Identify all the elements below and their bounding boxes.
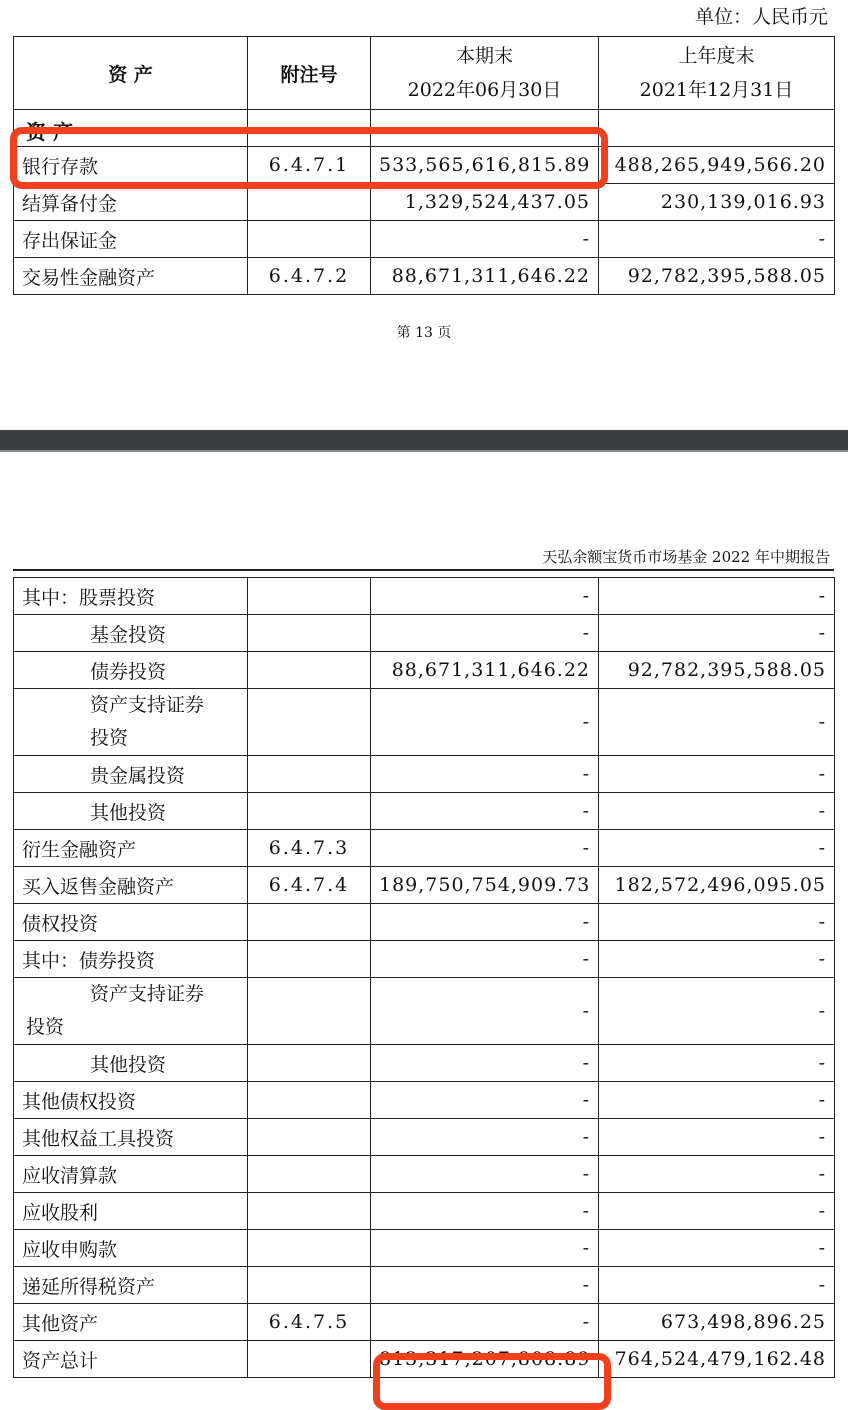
table-row [14,867,835,904]
row-current-value: - [371,1193,599,1230]
row-prior-value: - [599,221,835,258]
unit-label: 单位：人民币元 [694,6,828,28]
row-current-value: - [371,904,599,941]
row-label: 债券投资 [14,652,248,689]
row-current-value: - [371,941,599,978]
row-note-no [248,793,371,830]
table-row [14,978,835,1045]
row-prior-value: - [599,941,835,978]
table-row [14,1304,835,1341]
row-label: 其中：债券投资 [14,941,248,978]
row-current-value: - [371,1045,599,1082]
row-prior-value: - [599,1082,835,1119]
row-current-value: - [371,793,599,830]
row-note-no: 6.4.7.1 [248,147,371,184]
row-note-no [248,184,371,221]
row-label: 基金投资 [14,615,248,652]
row-note-no: 6.4.7.5 [248,1304,371,1341]
row-prior-value: 673,498,896.25 [599,1304,835,1341]
header-prior-date: 2021年12月31日 [639,79,794,101]
row-label-line2: 投资 [90,727,129,749]
row-label: 应收申购款 [14,1230,248,1267]
section-label: 资 产 [26,120,73,144]
row-current-value: - [371,689,599,756]
table-row [14,615,835,652]
row-note-no [248,1045,371,1082]
table-row [14,1193,835,1230]
running-header: 天弘余额宝货币市场基金 2022 年中期报告 [542,548,830,566]
row-note-no [248,652,371,689]
row-current-value: - [371,1304,599,1341]
table-row [14,184,835,221]
highlight-bank-deposit [10,127,608,189]
row-note-no [248,978,371,1045]
row-current-value: - [371,1156,599,1193]
row-label: 买入返售金融资产 [14,867,248,904]
row-note-no [248,1119,371,1156]
table-header-row [14,37,835,110]
row-prior-value: - [599,1156,835,1193]
row-note-no [248,1230,371,1267]
row-current-value: - [371,830,599,867]
page-divider-shadow [0,450,848,452]
row-prior-value: 182,572,496,095.05 [599,867,835,904]
row-note-no [248,1341,371,1378]
header-current-title: 本期末 [455,45,513,67]
table-row [14,941,835,978]
row-prior-value: 92,782,395,588.05 [599,652,835,689]
row-note-no [248,1267,371,1304]
row-label: 债权投资 [14,904,248,941]
page-divider [0,430,848,450]
table-row [14,258,835,295]
highlight-total-assets [373,1353,611,1410]
row-note-no: 6.4.7.2 [248,258,371,295]
row-prior-value: - [599,793,835,830]
row-current-value: - [371,1267,599,1304]
row-prior-value: - [599,904,835,941]
row-prior-value: - [599,615,835,652]
row-note-no: 6.4.7.3 [248,830,371,867]
header-assets: 资 产 [14,37,248,110]
row-note-no [248,689,371,756]
row-current-value: 189,750,754,909.73 [371,867,599,904]
row-label: 其中：股票投资 [14,578,248,615]
row-current-value: - [371,756,599,793]
table-row [14,1045,835,1082]
row-prior-value: - [599,756,835,793]
row-label: 资产总计 [14,1341,248,1378]
table-row [14,793,835,830]
row-note-no [248,1193,371,1230]
table-row [14,904,835,941]
row-prior-value: - [599,1267,835,1304]
table-row [14,578,835,615]
row-prior-value: 230,139,016.93 [599,184,835,221]
table-row [14,689,835,756]
row-prior-value: - [599,1193,835,1230]
header-prior-period [599,37,835,110]
row-current-value: 88,671,311,646.22 [371,652,599,689]
row-note-no [248,941,371,978]
header-current-period [371,37,599,110]
row-note-no [248,904,371,941]
row-label: 其他投资 [14,793,248,830]
row-prior-value: - [599,1045,835,1082]
row-note-no [248,1082,371,1119]
row-note-no [248,578,371,615]
row-current-value: - [371,1119,599,1156]
row-label-line1: 资产支持证券 [90,983,205,1005]
row-prior-value: - [599,1119,835,1156]
row-prior-value: 764,524,479,162.48 [599,1341,835,1378]
header-prior-title: 上年度末 [678,45,755,67]
row-current-value: - [371,1082,599,1119]
row-note-no [248,756,371,793]
row-note-no [248,221,371,258]
table-row [14,756,835,793]
row-current-value: 813,317,207,808.89 [371,1341,599,1378]
header-note-no: 附注号 [248,37,371,110]
row-current-value: - [371,221,599,258]
empty-cell [599,110,835,147]
row-label: 衍生金融资产 [14,830,248,867]
table-row [14,1267,835,1304]
header-current-date: 2022年06月30日 [407,79,562,101]
row-prior-value: - [599,978,835,1045]
row-label: 应收清算款 [14,1156,248,1193]
table-row [14,1230,835,1267]
row-label [14,689,248,756]
row-label: 银行存款 [14,147,248,184]
row-label: 递延所得税资产 [14,1267,248,1304]
table-row [14,1156,835,1193]
row-prior-value: 488,265,949,566.20 [599,147,835,184]
row-prior-value: - [599,578,835,615]
row-current-value: - [371,978,599,1045]
row-current-value: 533,565,616,815.89 [371,147,599,184]
row-label-line1: 资产支持证券 [90,694,205,716]
table-row [14,652,835,689]
row-label [14,978,248,1045]
row-label: 其他债权投资 [14,1082,248,1119]
table-row [14,221,835,258]
row-prior-value: 92,782,395,588.05 [599,258,835,295]
row-current-value: - [371,578,599,615]
row-note-no: 6.4.7.4 [248,867,371,904]
row-label-line2: 投资 [26,1016,65,1038]
table-row [14,1119,835,1156]
row-prior-value: - [599,830,835,867]
row-current-value: 88,671,311,646.22 [371,258,599,295]
row-current-value: - [371,1230,599,1267]
row-current-value: - [371,615,599,652]
row-label: 其他权益工具投资 [14,1119,248,1156]
row-prior-value: - [599,689,835,756]
row-current-value: 1,329,524,437.05 [371,184,599,221]
row-note-no [248,1156,371,1193]
row-label: 结算备付金 [14,184,248,221]
balance-sheet-table-page2 [13,577,835,1378]
row-note-no [248,615,371,652]
table-row [14,1082,835,1119]
row-label: 交易性金融资产 [14,258,248,295]
row-label: 应收股利 [14,1193,248,1230]
table-row [14,830,835,867]
row-label: 贵金属投资 [14,756,248,793]
row-prior-value: - [599,1230,835,1267]
row-label: 其他投资 [14,1045,248,1082]
page-number: 第 13 页 [396,325,452,341]
row-label: 其他资产 [14,1304,248,1341]
running-header-rule [13,569,834,571]
row-label: 存出保证金 [14,221,248,258]
